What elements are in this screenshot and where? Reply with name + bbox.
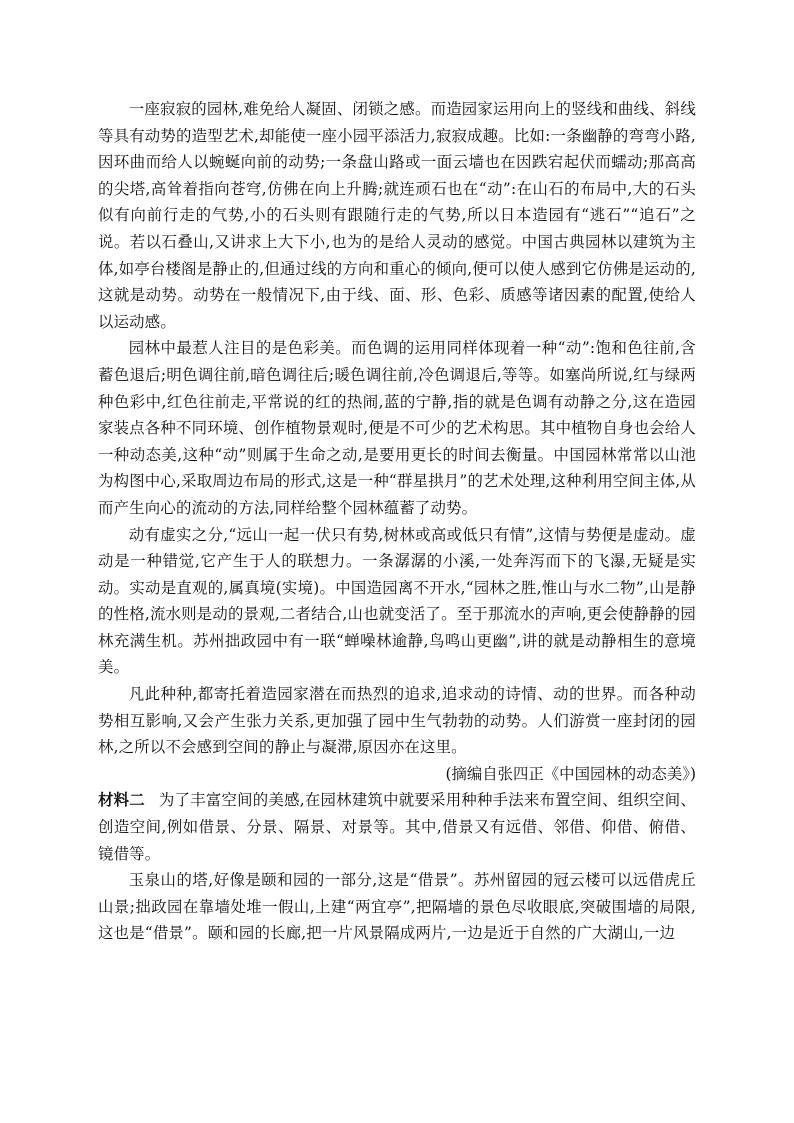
paragraph-virtual-real-motion: 动有虚实之分,“远山一起一伏只有势,树林或高或低只有情”,这情与势便是虚动。虚动是一种错觉,它产生于人的联想力。一条潺潺的小溪,一处奔泻而下的飞瀑,无疑是实动。实动是直观的,属真境(实境)。中国造园离不开水,“园林之胜,惟山与水二物”,山是静的性格,流水则是动的景观,二者结合,山也就变活了。至于那流水的声响,更会使静静的园林充满生机。苏州拙政园中有一联“蝉噪林逾静,鸟鸣山更幽”,讲的就是动静相生的意境美。 (98, 525, 696, 677)
paragraph-conclusion: 凡此种种,都寄托着造园家潜在而热烈的追求,追求动的诗情、动的世界。而各种动势相互影响,又会产生张力关系,更加强了园中生气勃勃的动势。人们游赏一座封闭的园林,之所以不会感到空间的静止与凝滞,原因亦在这里。 (98, 685, 696, 757)
paragraph-color-beauty: 园林中最惹人注目的是色彩美。而色调的运用同样体现着一种“动”:饱和色往前,含蓄色退后;明色调往前,暗色调往后;暖色调往前,冷色调退后,等等。如塞尚所说,红与绿两种色彩中,红色往前走,平常说的红的热闹,蓝的宁静,指的就是色调有动静之分,这在造园家装点各种不同环境、创作植物景观时,便是不可少的艺术构思。其中植物自身也会给人一种动态美,这种“动”则属于生命之动,是要用更长的时间去衡量。中国园林常常以山池为构图中心,采取周边布局的形式,这是一种“群星拱月”的艺术处理,这种利用空间主体,从而产生向心的流动的方法,同样给整个园林蕴蓄了动势。 (98, 339, 696, 517)
material-label: 材料二 (98, 791, 145, 810)
material-two-intro (98, 787, 696, 867)
material-two-first-paragraph: 为了丰富空间的美感,在园林建筑中就要采用种种手法来布置空间、组织空间、创造空间,例如借景、分景、隔景、对景等。其中,借景又有远借、邻借、仰借、俯借、镜借等。 (98, 791, 696, 863)
paragraph-borrowed-scenery: 玉泉山的塔,好像是颐和园的一部分,这是“借景”。苏州留园的冠云楼可以远借虎丘山景;拙政园在靠墙处堆一假山,上建“两宜亭”,把隔墙的景色尽收眼底,突破围墙的局限,这也是“借景”。颐和园的长廊,把一片风景隔成两片,一边是近于自然的广大湖山,一边 (98, 871, 696, 943)
source-citation: (摘编自张四正《中国园林的动态美》) (445, 764, 696, 783)
document-page (98, 96, 696, 947)
paragraph-dynamic-forms: 一座寂寂的园林,难免给人凝固、闭锁之感。而造园家运用向上的竖线和曲线、斜线等具有动势的造型艺术,却能使一座小园平添活力,寂寂成趣。比如:一条幽静的弯弯小路,因环曲而给人以蜿蜒向前的动势;一条盘山路或一面云墙也在因跌宕起伏而蠕动;那高高的尖塔,高耸着指向苍穹,仿佛在向上升腾;就连顽石也在“动”:在山石的布局中,大的石头似有向前行走的气势,小的石头则有跟随行走的气势,所以日本造园有“逃石”“追石”之说。若以石叠山,又讲求上大下小,也为的是给人灵动的感觉。中国古典园林以建筑为主体,如亭台楼阁是静止的,但通过线的方向和重心的倾向,便可以使人感到它仿佛是运动的,这就是动势。动势在一般情况下,由于线、面、形、色彩、质感等诸因素的配置,使给人以运动感。 (98, 100, 696, 331)
